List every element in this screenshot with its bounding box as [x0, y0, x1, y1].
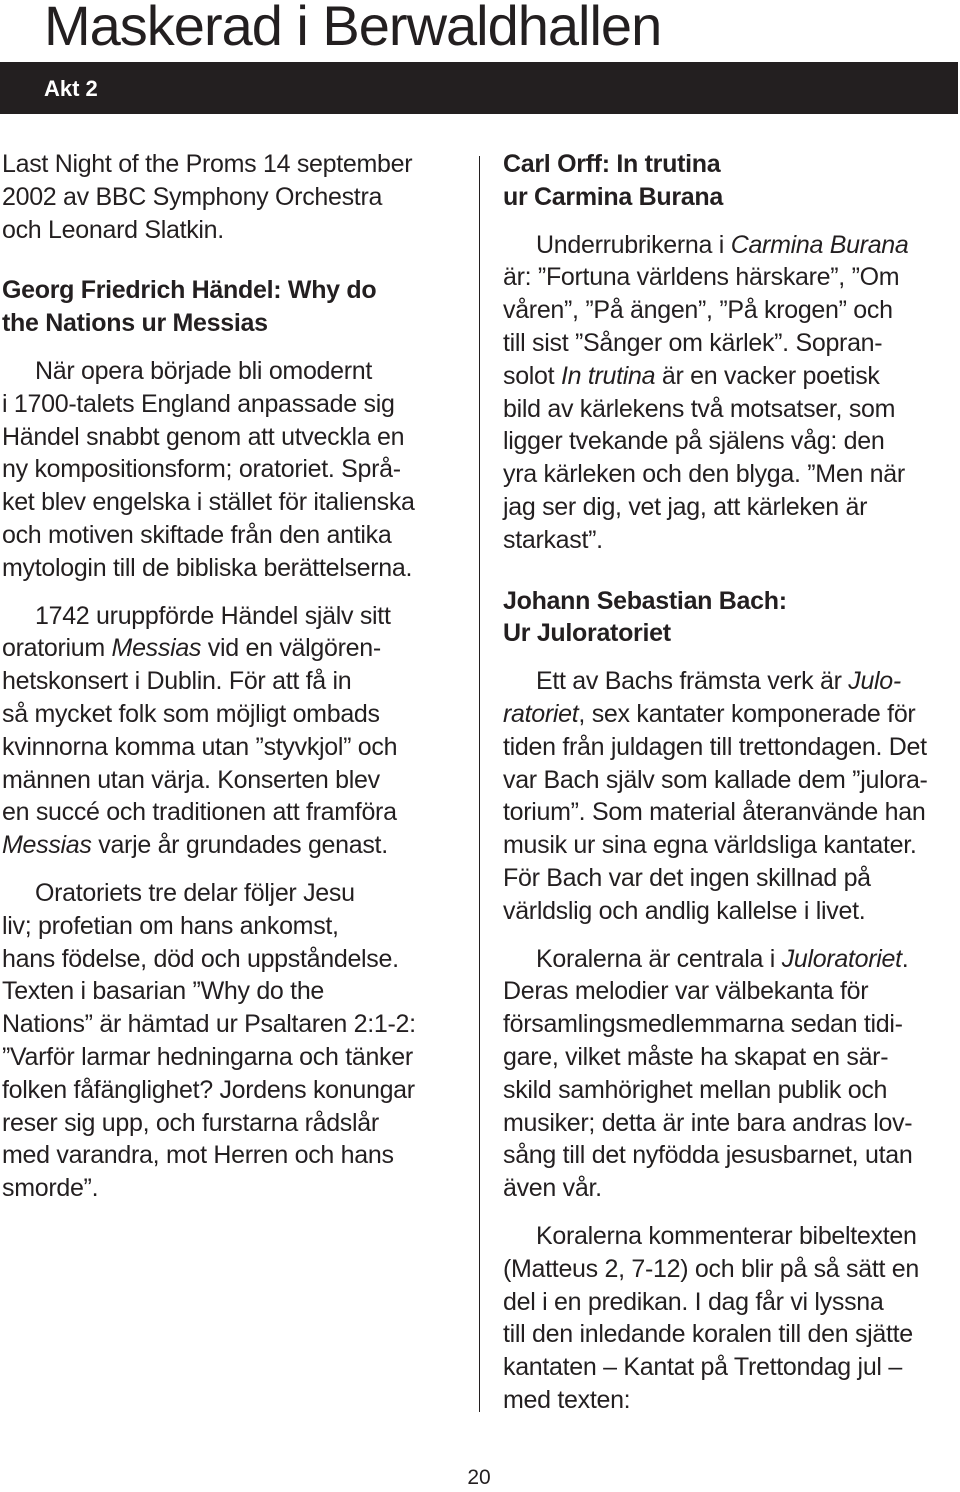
paragraph-koraler: Koralerna är centrala i Juloratoriet. Deras melodier var välbekanta för församlingsmedlemmarna sedan tidi- gare, vilket måste ha skapat en sär- skild samhörighet mellan publik och musiker; detta är inte bara andras lov- sång till det nyfödda jesusbarnet, utan även vår. [503, 944, 913, 1203]
right-column [503, 148, 958, 1417]
section-heading-bach: Johann Sebastian Bach: Ur Juloratoriet [503, 586, 787, 648]
paragraph-opera-history: När opera började bli omodernt i 1700-talets England anpassade sig Händel snabbt genom att utveckla en ny kompositionsform; oratoriet. Språ- ket blev engelska i stället för italienska och motiven skiftade från den antika mytologin till de bibliska berättelserna. [2, 356, 415, 582]
page-title: Maskerad i Berwaldhallen [44, 0, 662, 57]
paragraph-juloratoriet: Ett av Bachs främsta verk är Julo- ratoriet, sex kantater komponerade för tiden från juldagen till trettondagen. Det var Bach själv som kallade dem ”julora- torium”. Som material återanvände han musik ur sina egna världsliga kantater. För Bach var det ingen skillnad på världslig och andlig kallelse i livet. [503, 667, 928, 925]
section-heading-orff: Carl Orff: In trutina ur Carmina Burana [503, 150, 723, 211]
section-heading-handel: Georg Friedrich Händel: Why do the Nations ur Messias [2, 276, 377, 338]
page-number: 20 [467, 1466, 491, 1489]
intro-paragraph: Last Night of the Proms 14 september 2002 av BBC Symphony Orchestra och Leonard Slatkin. [2, 150, 413, 244]
paragraph-messias-premiere: 1742 uruppförde Händel själv sitt oratorium Messias vid en välgören- hetskonsert i Dublin. För att få in så mycket folk som möjligt ombads kvinnorna komma utan ”styvkjol” och männen utan värja. Konserten blev en succé och traditionen att framföra Messias varje år grundades genast. [2, 601, 398, 860]
act-label: Akt 2 [44, 76, 98, 101]
paragraph-oratorio-parts: Oratoriets tre delar följer Jesu liv; profetian om hans ankomst, hans födelse, död och uppståndelse. Texten i basarian ”Why do the Nations” är hämtad ur Psaltaren 2:1-2: ”Varför larmar hedningarna och tänker folken fåfänglighet? Jordens konungar reser sig upp, och furstarna rådslår med varandra, mot Herren och hans smorde”. [2, 878, 416, 1203]
left-column [2, 148, 458, 1205]
paragraph-carmina-burana: Underrubrikerna i Carmina Burana är: ”Fortuna världens härskare”, ”Om våren”, ”På ängen”, ”På krogen” och till sist ”Sånger om kärlek”. Sopran- solot In trutina är en vacker poetisk bild av kärlekens två motsatser, som ligger tvekande på själens våg: den yra kärleken och den blyga. ”Men när jag ser dig, vet jag, att kärleken är starkast”. [503, 230, 909, 554]
paragraph-bibeltext: Koralerna kommenterar bibeltexten (Matteus 2, 7-12) och blir på så sätt en del i en predikan. I dag får vi lyssna till den inledande koralen till den sjätte kantaten – Kantat på Trettondag jul – med texten: [503, 1221, 919, 1414]
act-header-bar [0, 62, 958, 114]
column-divider [479, 156, 480, 1412]
